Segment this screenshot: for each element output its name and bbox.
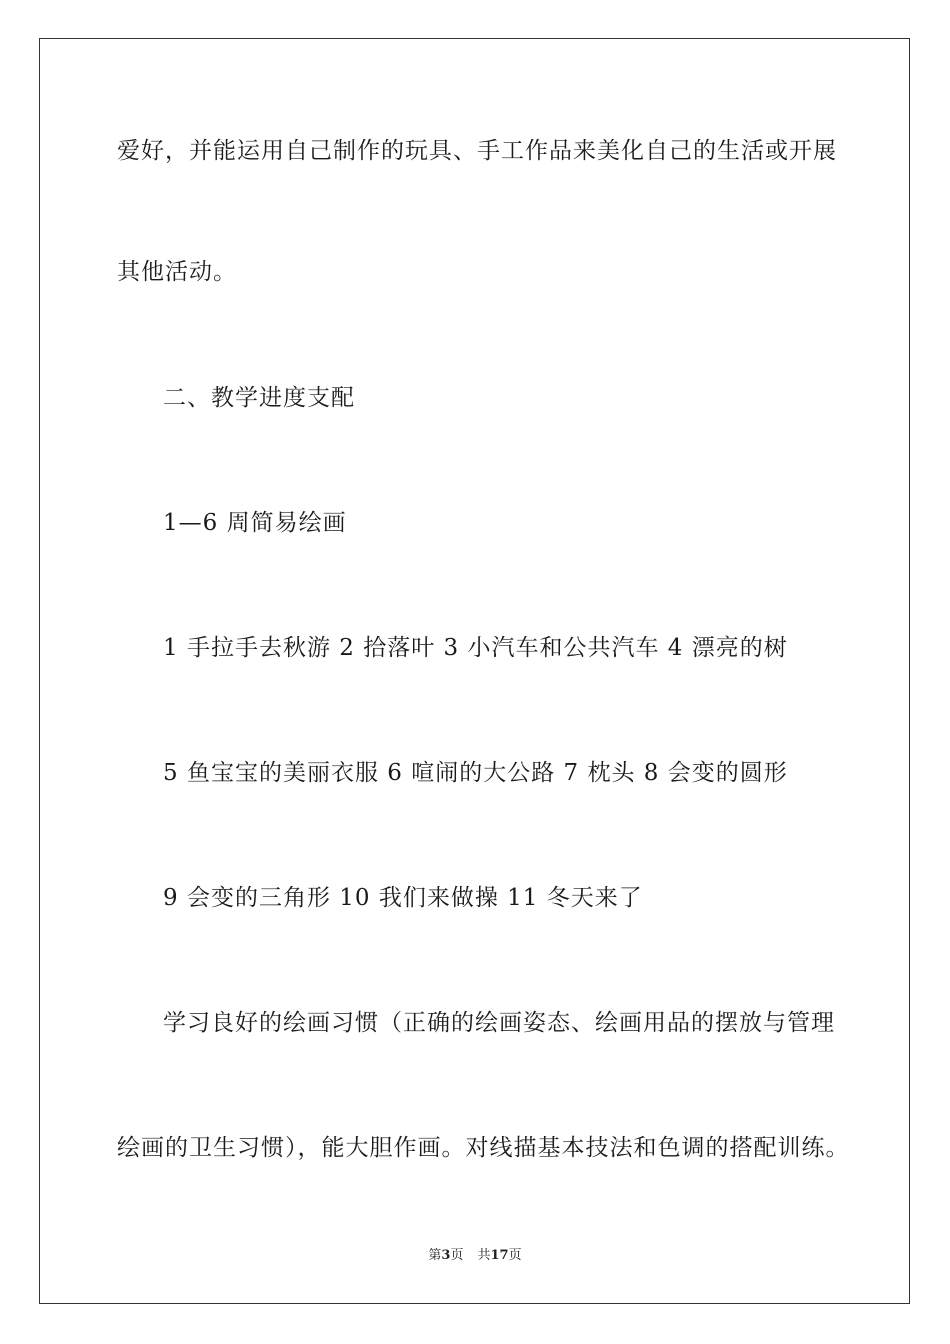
footer-page-suffix: 页 xyxy=(450,1248,464,1263)
footer-total-prefix: 共 xyxy=(477,1248,491,1263)
footer-total-pages: 17 xyxy=(490,1248,509,1263)
section-heading: 二、教学进度支配 xyxy=(163,385,355,411)
footer-total-suffix: 页 xyxy=(508,1248,522,1263)
page-frame xyxy=(39,38,910,1304)
page-footer xyxy=(0,1247,950,1265)
lesson-list-3: 9 会变的三角形 10 我们来做操 11 冬天来了 xyxy=(163,885,643,911)
body-line-habits-cont: 绘画的卫生习惯），能大胆作画。对线描基本技法和色调的搭配训练。 xyxy=(117,1135,850,1161)
lesson-list-2: 5 鱼宝宝的美丽衣服 6 喧闹的大公路 7 枕头 8 会变的圆形 xyxy=(163,760,788,786)
body-line-1: 爱好，并能运用自己制作的玩具、手工作品来美化自己的生活或开展 xyxy=(117,138,837,164)
body-line-habits: 学习良好的绘画习惯（正确的绘画姿态、绘画用品的摆放与管理 xyxy=(163,1010,835,1036)
footer-page-prefix: 第 xyxy=(428,1248,442,1263)
footer-page-number: 3 xyxy=(441,1248,451,1263)
lesson-list-1: 1 手拉手去秋游 2 拾落叶 3 小汽车和公共汽车 4 漂亮的树 xyxy=(163,635,788,661)
body-line-2: 其他活动。 xyxy=(117,259,237,285)
body-line-weeks: 1—6 周简易绘画 xyxy=(163,510,347,536)
